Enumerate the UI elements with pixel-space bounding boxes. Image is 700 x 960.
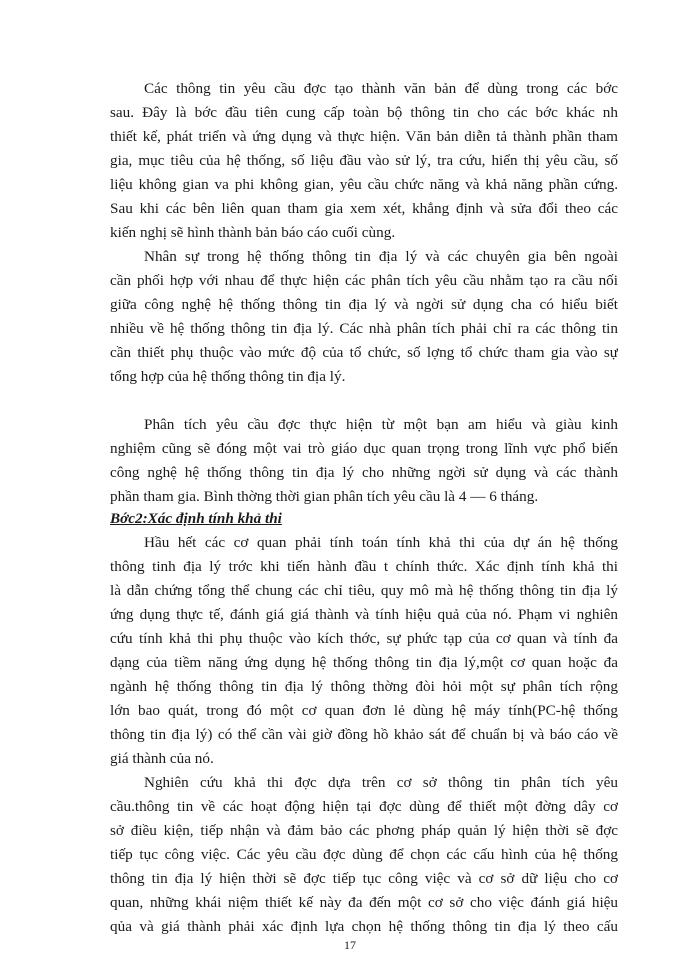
paragraph-line: Nhân sự trong hệ thống thông tin địa lý và các chuyên gia bên ngoài bbox=[144, 248, 618, 265]
paragraph-line: công nghệ hệ thống thông tin địa lý cho những ngời sử dụng và các thành bbox=[110, 464, 618, 481]
paragraph-line: lớn bao quát, trong đó một cơ quan đơn lẻ dùng hệ máy tính(PC-hệ thống bbox=[110, 702, 618, 719]
paragraph-line: Sau khi các bên liên quan tham gia xem xét, khẳng định và sửa đổi theo các bbox=[110, 200, 618, 217]
paragraph-line: gia, mục tiêu của hệ thống, số liệu đầu vào sử lý, tra cứu, hiển thị yêu cầu, số bbox=[110, 152, 618, 169]
paragraph-line: nhiều về hệ thống thông tin địa lý. Các nhà phân tích phải chỉ ra các thông tin bbox=[110, 320, 618, 337]
paragraph-line: cứu tính khả thi phụ thuộc vào kích thớc, sự phức tạp của cơ quan và tính đa bbox=[110, 630, 618, 647]
paragraph-line: thiết kế, phát triển và ứng dụng và thực hiện. Văn bản diễn tả thành phần tham bbox=[110, 128, 618, 145]
paragraph-line: cầu.thông tin về các hoạt động hiện tại đợc dùng để thiết một đờng dây cơ bbox=[110, 798, 618, 815]
paragraph-line: thông tinh địa lý trớc khi tiến hành đầu t chính thức. Xác định tính khả thi bbox=[110, 558, 618, 575]
paragraph-line: Các thông tin yêu cầu đợc tạo thành văn bản để dùng trong các bớc bbox=[144, 80, 618, 97]
paragraph-line: ứng dụng thực tế, đánh giá giá thành và tính hiệu quả của nó. Phạm vi nghiên bbox=[110, 606, 618, 623]
paragraph-line: phần tham gia. Bình thờng thời gian phân tích yêu cầu là 4 — 6 tháng. bbox=[110, 488, 539, 505]
paragraph-line: liệu không gian va phi không gian, yêu cầu chức năng và khả năng phần cứng. bbox=[110, 176, 618, 193]
paragraph-line: qủa và giá thành phải xác định lựa chọn hệ thống thông tin địa lý theo cấu bbox=[110, 918, 618, 935]
page-number: 17 bbox=[344, 938, 356, 952]
paragraph-line: thông tin địa lý) có thể cần vài giờ đồng hồ khảo sát để chuẩn bị và báo cáo về bbox=[110, 726, 618, 743]
paragraph-line: tổng hợp của hệ thống thông tin địa lý. bbox=[110, 368, 346, 385]
paragraph-line: Hầu hết các cơ quan phải tính toán tính khả thi của dự án hệ thống bbox=[144, 534, 618, 551]
paragraph-line: ngành hệ thống thông tin địa lý thông thờng đòi hỏi một sự phân tích rộng bbox=[110, 678, 618, 695]
paragraph-line: dạng của tiềm năng ứng dụng hệ thống thông tin địa lý,một cơ quan hoặc đa bbox=[110, 654, 618, 671]
paragraph-line: thông tin địa lý hiện thời sẽ đợc tiếp tục công việc và cơ sở dữ liệu cho cơ bbox=[110, 870, 618, 887]
paragraph-line: Nghiên cứu khả thi đợc dựa trên cơ sở thông tin phân tích yêu bbox=[144, 774, 618, 791]
section-heading: Bớc2:Xác định tính khả thi bbox=[110, 510, 282, 527]
paragraph-line: giữa công nghệ hệ thống thông tin địa lý và ngời sử dụng cha có hiểu biết bbox=[110, 296, 618, 313]
paragraph-line: sau. Đây là bớc đầu tiên cung cấp toàn bộ thông tin cho các bớc khác nh bbox=[110, 104, 618, 121]
paragraph-line: Phân tích yêu cầu đợc thực hiện từ một bạn am hiểu và giàu kinh bbox=[144, 416, 618, 433]
paragraph-line: là dẫn chứng tổng thể chung các chỉ tiêu, quy mô mà hệ thống thông tin địa lý bbox=[110, 582, 618, 599]
paragraph-line: giá thành của nó. bbox=[110, 750, 214, 767]
paragraph-line: tiếp tục công việc. Các yêu cầu đợc dùng để chọn các cấu hình của hệ thống bbox=[110, 846, 618, 863]
paragraph-line: nghiệm cũng sẽ đóng một vai trò giáo dục quan trọng trong lĩnh vực phổ biến bbox=[110, 440, 618, 457]
paragraph-line: quan, những khái niệm thiết kế này đa đến một cơ sở cho việc đánh giá hiệu bbox=[110, 894, 618, 911]
paragraph-line: cần thiết phụ thuộc vào mức độ của tổ chức, số lợng tổ chức tham gia vào sự bbox=[110, 344, 618, 361]
paragraph-line: cần phối hợp với nhau để thực hiện các phân tích yêu cầu nhằm tạo ra cầu nối bbox=[110, 272, 618, 289]
paragraph-line: sở điều kiện, tiếp nhận và đảm bảo các phơng pháp quản lý hiện thời sẽ đợc bbox=[110, 822, 618, 839]
paragraph-line: kiến nghị sẽ hình thành bản báo cáo cuối cùng. bbox=[110, 224, 396, 241]
